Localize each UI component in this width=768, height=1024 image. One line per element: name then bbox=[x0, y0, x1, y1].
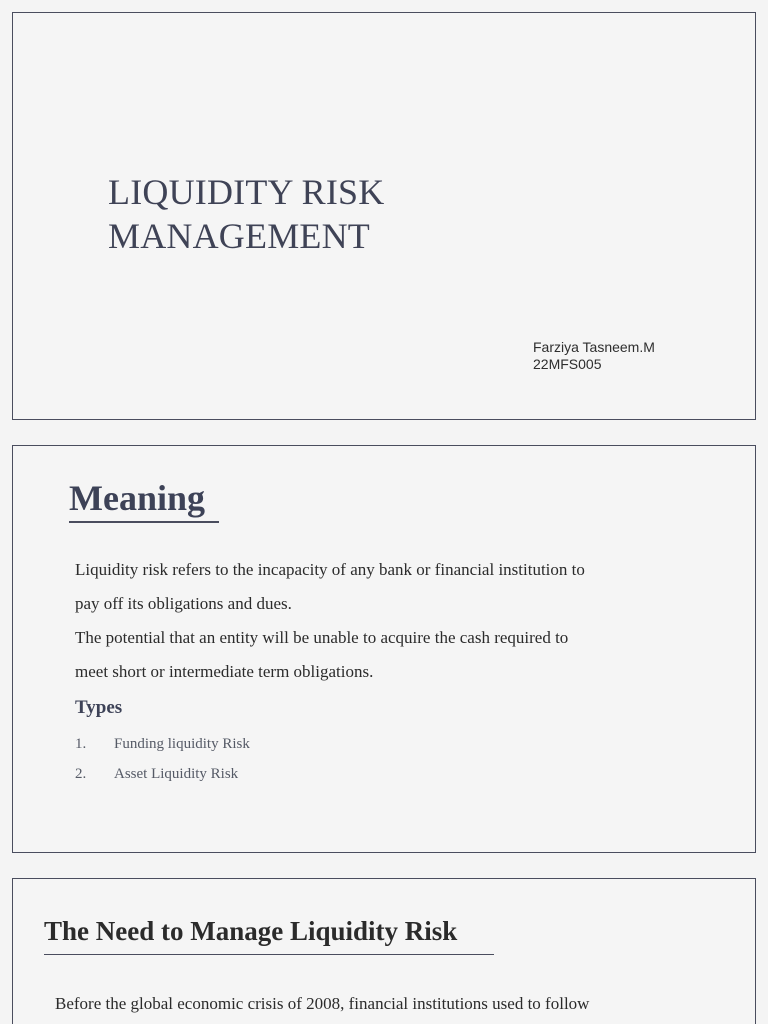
author-block bbox=[533, 339, 655, 373]
list-item bbox=[75, 759, 250, 789]
need-slide bbox=[12, 878, 756, 1024]
need-heading: The Need to Manage Liquidity Risk bbox=[44, 916, 458, 946]
author-name: Farziya Tasneem.M bbox=[533, 339, 655, 355]
types-list bbox=[75, 729, 250, 789]
need-body: Before the global economic crisis of 2008, financial institutions used to follow bbox=[55, 994, 590, 1013]
list-item bbox=[75, 729, 250, 759]
title-line-1: LIQUIDITY RISK bbox=[108, 172, 385, 212]
list-label: Asset Liquidity Risk bbox=[114, 766, 239, 782]
meaning-line: pay off its obligations and dues. bbox=[75, 594, 292, 613]
list-number: 2. bbox=[75, 766, 87, 782]
meaning-line: The potential that an entity will be unable to acquire the cash required to bbox=[75, 628, 569, 647]
list-number: 1. bbox=[75, 736, 87, 752]
author-id: 22MFS005 bbox=[533, 356, 602, 372]
meaning-heading: Meaning bbox=[69, 478, 206, 518]
title-slide bbox=[12, 12, 756, 420]
presentation-title bbox=[108, 170, 384, 258]
title-line-2: MANAGEMENT bbox=[108, 216, 370, 256]
meaning-body bbox=[75, 553, 715, 689]
meaning-line: Liquidity risk refers to the incapacity of any bank or financial institution to bbox=[75, 560, 585, 579]
heading-underline bbox=[44, 954, 494, 955]
meaning-line: meet short or intermediate term obligations. bbox=[75, 662, 374, 681]
meaning-slide bbox=[12, 445, 756, 853]
list-label: Funding liquidity Risk bbox=[114, 736, 250, 752]
types-heading: Types bbox=[75, 697, 123, 718]
heading-underline bbox=[69, 521, 219, 523]
